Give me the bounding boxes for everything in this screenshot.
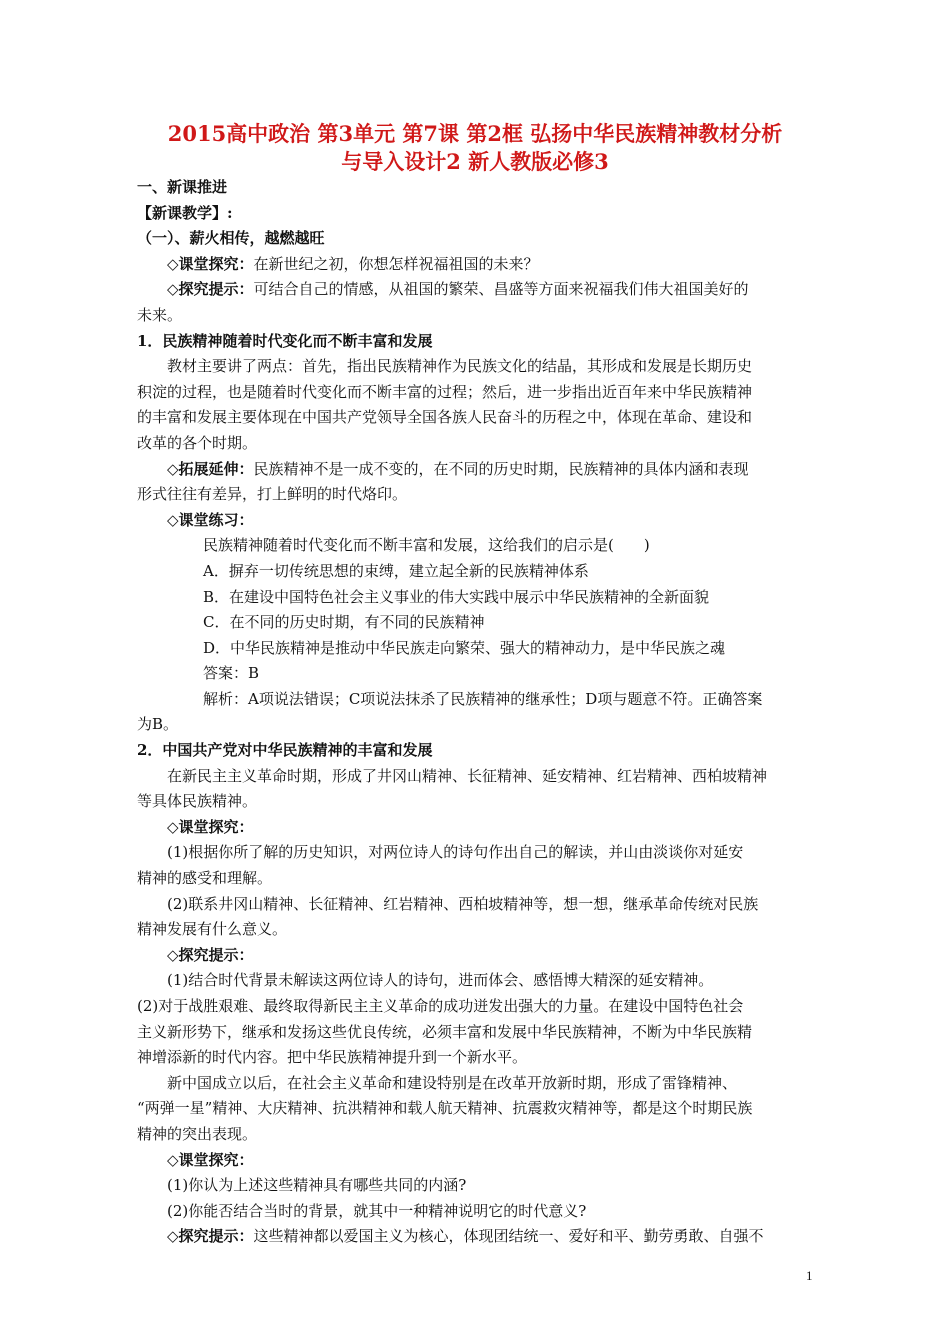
topic-heading: （一）、薪火相传，越燃越旺 [137,229,325,248]
answer: 答案：B [203,664,260,683]
paragraph: ◇课堂探究：在新世纪之初，你想怎样祝福祖国的未来？ [167,254,539,273]
label: ◇课堂探究： [167,817,254,836]
paragraph: 精神的感受和理解。 [137,869,273,888]
section-heading: 一、新课推进 [137,178,228,196]
paragraph: 精神发展有什么意义。 [137,920,288,939]
paragraph: (2)联系井冈山精神、长征精神、红岩精神、西柏坡精神等，想一想，继承革命传统对民族 [167,894,759,913]
paragraph: (1)结合时代背景未解读这两位诗人的诗句，进而体会、感悟博大精深的延安精神。 [167,971,714,990]
label: ◇拓展延伸： [167,459,254,478]
paragraph: 积淀的过程，也是随着时代变化而不断丰富的过程；然后，进一步指出近百年来中华民族精神 [137,382,753,401]
paragraph: 精神的突出表现。 [137,1124,258,1143]
paragraph: 神增添新的时代内容。把中华民族精神提升到一个新水平。 [137,1048,528,1067]
analysis: 解析：A项说法错误；C项说法抹杀了民族精神的继承性；D项与题意不符。正确答案 [203,689,763,708]
paragraph: “两弹一星”精神、大庆精神、抗洪精神和载人航天精神、抗震救灾精神等，都是这个时期民族 [137,1099,753,1118]
paragraph: ◇拓展延伸：民族精神不是一成不变的，在不同的历史时期，民族精神的具体内涵和表现 [167,459,749,478]
paragraph: 在新民主主义革命时期，形成了井冈山精神、长征精神、延安精神、红岩精神、西柏坡精神 [167,766,768,785]
paragraph: (2)你能否结合当时的背景，就其中一种精神说明它的时代意义? [167,1201,587,1220]
subsection-heading: 【新课教学】: [137,203,233,222]
option-c: C．在不同的历史时期，有不同的民族精神 [203,613,485,632]
page-number: 1 [806,1268,813,1283]
paragraph: (1)你认为上述这些精神具有哪些共同的内涵? [167,1176,467,1195]
paragraph: 改革的各个时期。 [137,433,258,452]
paragraph: ◇探究提示：这些精神都以爱国主义为核心，体现团结统一、爱好和平、勤劳勇敢、自强不 [167,1227,764,1246]
label: ◇探究提示： [167,280,254,299]
paragraph: 未来。 [137,305,183,324]
option-b: B．在建设中国特色社会主义事业的伟大实践中展示中华民族精神的全新面貌 [203,587,710,606]
document-title [110,120,840,176]
label: ◇探究提示： [167,1227,254,1246]
title-line-2: 与导入设计2 新人教版必修3 [341,149,609,174]
analysis: 为B。 [137,715,179,734]
paragraph: 主义新形势下，继承和发扬这些优良传统，必须丰富和发展中华民族精神，不断为中华民族精 [137,1022,753,1041]
paragraph: (2)对于战胜艰难、最终取得新民主主义革命的成功迸发出强大的力量。在建设中国特色社会 [137,997,744,1015]
paragraph: 等具体民族精神。 [137,792,258,811]
paragraph: 形式往往有差异，打上鲜明的时代烙印。 [137,485,408,504]
paragraph: 新中国成立以后，在社会主义革命和建设特别是在改革开放新时期，形成了雷锋精神、 [167,1073,738,1092]
title-line-1: 2015高中政治 第3单元 第7课 第2框 弘扬中华民族精神教材分析 [167,121,783,146]
option-d: D．中华民族精神是推动中华民族走向繁荣、强大的精神动力，是中华民族之魂 [203,638,726,657]
option-a: A．摒弃一切传统思想的束缚，建立起全新的民族精神体系 [203,561,589,580]
label: ◇课堂探究： [167,254,254,273]
paragraph: (1)根据你所了解的历史知识，对两位诗人的诗句作出自己的解读，并山由淡谈你对延安 [167,843,744,862]
paragraph: 教材主要讲了两点：首先，指出民族精神作为民族文化的结晶，其形成和发展是长期历史 [167,357,753,376]
document-body [137,175,817,1250]
label: ◇探究提示： [167,945,254,964]
paragraph: ◇探究提示：可结合自己的情感，从祖国的繁荣、昌盛等方面来祝福我们伟大祖国美好的 [167,280,749,299]
label: ◇课堂练习： [167,510,254,529]
numbered-heading: 2．中国共产党对中华民族精神的丰富和发展 [137,741,433,760]
question-stem: 民族精神随着时代变化而不断丰富和发展，这给我们的启示是( ) [203,536,650,555]
numbered-heading: 1．民族精神随着时代变化而不断丰富和发展 [137,331,433,350]
paragraph: 的丰富和发展主要体现在中国共产党领导全国各族人民奋斗的历程之中，体现在革命、建设和 [137,408,753,427]
label: ◇课堂探究： [167,1150,254,1169]
